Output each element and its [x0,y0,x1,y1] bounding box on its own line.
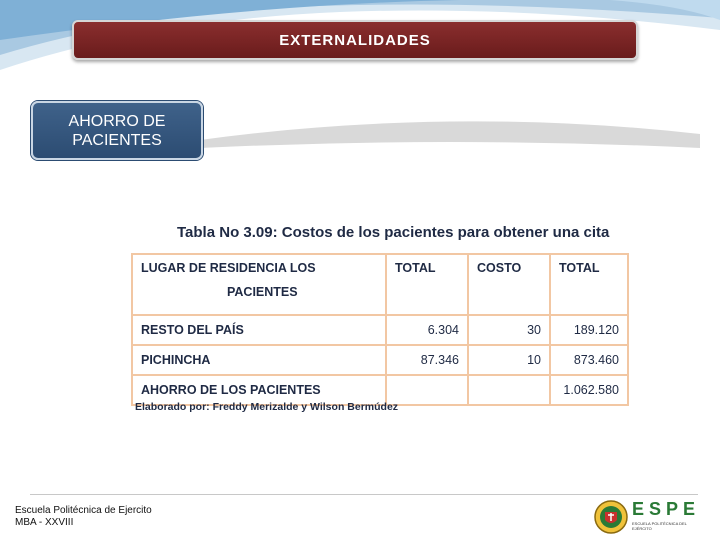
footer-program: MBA - XXVIII [15,517,74,528]
row-total: 6.304 [386,315,468,345]
crest-icon [594,499,628,535]
section-label-box [31,101,203,160]
table-row [132,315,628,345]
row-costo: 30 [468,315,550,345]
row-total2: 189.120 [550,315,628,345]
grey-ribbon-decoration [200,112,700,152]
header-cell-costo: COSTO [468,254,550,315]
row-label: AHORRO DE LOS PACIENTES [132,375,386,405]
table-credit: Elaborado por: Freddy Merizalde y Wilson Bermúdez [135,401,399,413]
table-image-panel [129,212,632,420]
footer-institution: Escuela Politécnica de Ejercito [15,505,152,516]
logo-subtitle: ESCUELA POLITÉCNICA DEL EJÉRCITO [632,521,687,531]
table-row [132,345,628,375]
header-cell-total2: TOTAL [550,254,628,315]
row-total [386,375,468,405]
footer-text [15,505,152,529]
row-label: PICHINCHA [132,345,386,375]
table-header-row [132,254,628,315]
row-total: 87.346 [386,345,468,375]
header-place-line2: PACIENTES [227,285,298,299]
cost-table [131,253,629,406]
espe-logo [594,499,706,537]
slide-title-bar [72,20,638,60]
row-total2: 873.460 [550,345,628,375]
section-label-line2: PACIENTES [72,131,162,149]
header-cell-total: TOTAL [386,254,468,315]
section-label-line1: AHORRO DE [68,112,166,130]
row-costo: 10 [468,345,550,375]
row-label: RESTO DEL PAÍS [132,315,386,345]
row-total2: 1.062.580 [550,375,628,405]
table-caption: Tabla No 3.09: Costos de los pacientes para obtener una cita [177,224,610,241]
header-cell-place [132,254,386,315]
row-costo [468,375,550,405]
logo-wordmark: ESPE [632,499,701,519]
header-place-line1: LUGAR DE RESIDENCIA LOS [141,261,316,275]
slide-title: EXTERNALIDADES [279,31,431,49]
footer-divider [30,494,698,495]
